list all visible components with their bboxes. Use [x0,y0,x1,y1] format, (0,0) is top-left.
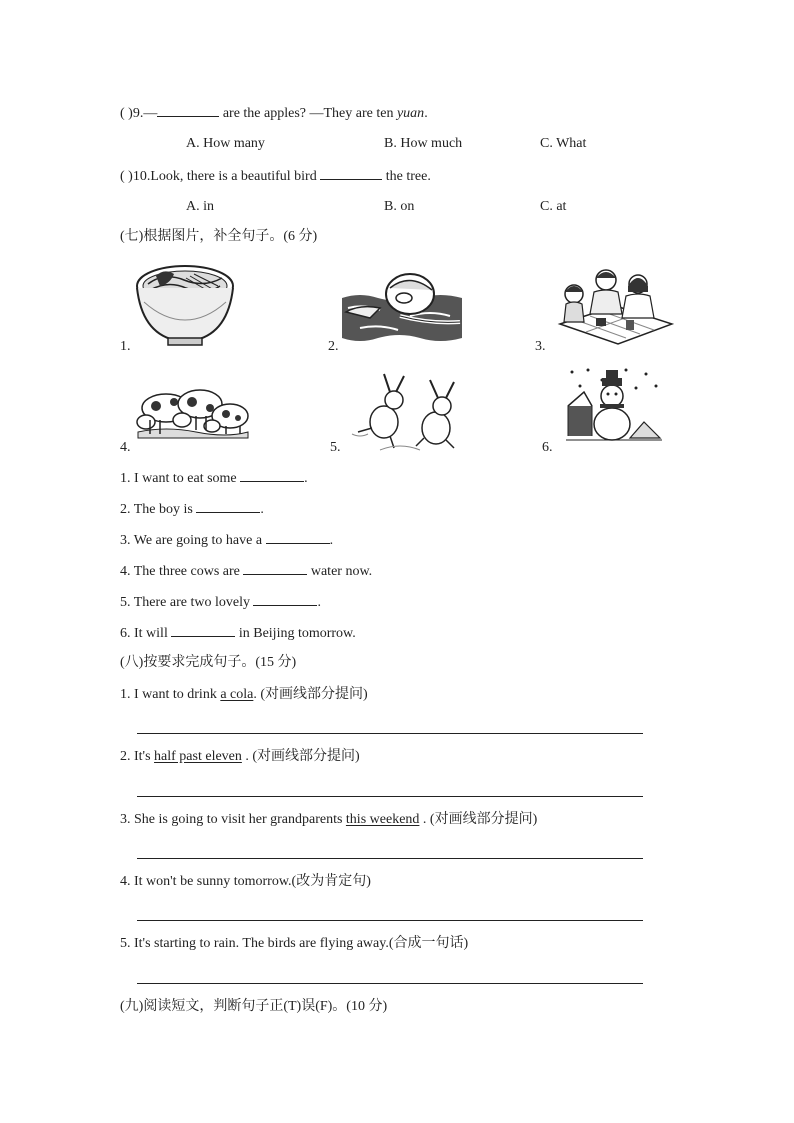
question-10 [120,166,431,186]
option-c[interactable]: C. What [540,136,587,151]
blank[interactable] [171,623,235,637]
section-8-heading: (八)按要求完成句子。(15 分) [120,655,297,670]
sentence-text: 2. The boy is [120,502,197,517]
noodle-bowl-picture [134,262,236,348]
sentence-end: . [260,502,264,517]
fill-sentence-4 [120,561,372,581]
item-instruction: . (对画线部分提问) [241,749,360,764]
rewrite-item-1 [120,686,368,704]
rewrite-item-3 [120,811,537,829]
underlined-phrase: a cola [220,687,254,702]
answer-line-5[interactable] [137,983,643,984]
blank[interactable] [240,468,304,482]
section-7-heading: (七)根据图片，补全句子。(6 分) [120,229,318,244]
question-text: are the apples? —They are ten [219,106,397,121]
blank[interactable] [196,499,260,513]
sentence-text: 4. The three cows are [120,564,244,579]
pic-label-5: 5. [330,440,341,455]
sentence-text: 1. I want to eat some [120,471,241,486]
sentence-text: 5. There are two lovely [120,595,254,610]
sentence-end: in Beijing tomorrow. [235,626,356,641]
answer-line-4[interactable] [137,920,643,921]
sentence-text: 3. We are going to have a [120,533,266,548]
answer-line-3[interactable] [137,858,643,859]
family-picnic-picture [556,266,674,346]
question-number: 9.— [132,106,158,121]
underlined-phrase: half past eleven [154,749,242,764]
option-b[interactable]: B. on [384,199,415,214]
question-text-end: the tree. [382,169,431,184]
option-b[interactable]: B. How much [384,136,463,151]
underlined-phrase: this weekend [345,812,420,827]
item-text: 5. It's starting to rain. The birds are flying away.(合成一句话) [120,936,469,951]
answer-line-1[interactable] [137,733,643,734]
pic-label-2: 2. [328,339,339,354]
blank[interactable] [243,561,307,575]
rabbits-picture [350,372,464,454]
fill-sentence-5 [120,592,321,612]
snowman-picture [566,366,662,444]
period: . [424,106,428,121]
sentence-end: . [317,595,321,610]
blank[interactable] [266,530,330,544]
pic-label-3: 3. [535,339,546,354]
answer-line-2[interactable] [137,796,643,797]
question-text: 10.Look, there is a beautiful bird [132,169,321,184]
fill-sentence-1 [120,468,308,488]
fill-sentence-6 [120,623,356,643]
item-text: 3. She is going to visit her grandparents [120,812,346,827]
pic-label-4: 4. [120,440,131,455]
cows-drinking-picture [136,380,250,444]
sentence-text: 6. It will [120,626,172,641]
question-9 [120,103,428,123]
sentence-end: water now. [307,564,373,579]
rewrite-item-2 [120,748,360,766]
answer-paren[interactable]: ( ) [120,106,133,121]
sentence-end: . [304,471,308,486]
section-9-heading: (九)阅读短文，判断句子正(T)误(F)。(10 分) [120,999,388,1014]
item-text: 1. I want to drink [120,687,221,702]
rewrite-item-4 [120,873,371,891]
option-a[interactable]: A. in [186,199,214,214]
blank[interactable] [253,592,317,606]
fill-sentence-2 [120,499,264,519]
rewrite-item-5 [120,935,468,953]
item-text: 4. It won't be sunny tomorrow.(改为肯定句) [120,874,371,889]
swimming-boy-picture [340,268,464,346]
option-c[interactable]: C. at [540,199,567,214]
blank[interactable] [320,166,382,180]
fill-sentence-3 [120,530,333,550]
pic-label-1: 1. [120,339,131,354]
italic-word: yuan [396,106,425,121]
option-a[interactable]: A. How many [186,136,265,151]
sentence-end: . [329,533,334,548]
pic-label-6: 6. [542,440,553,455]
item-instruction: . (对画线部分提问) [253,687,368,702]
item-text: 2. It's [120,749,155,764]
blank[interactable] [157,103,219,117]
item-instruction: . (对画线部分提问) [419,812,538,827]
answer-paren[interactable]: ( ) [120,169,133,184]
